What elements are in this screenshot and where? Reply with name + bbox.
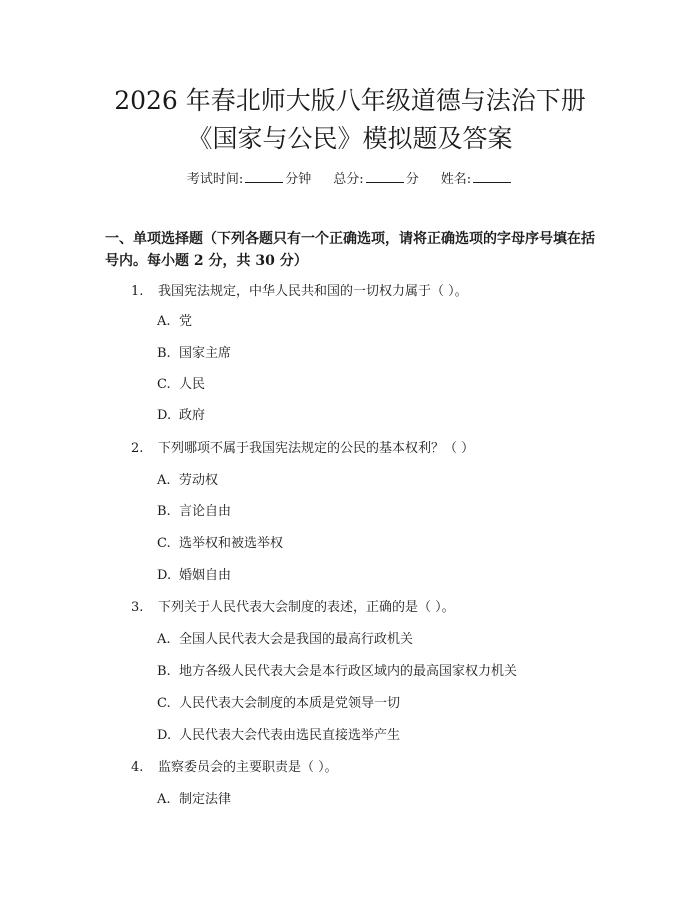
question-number: 1.: [131, 284, 144, 299]
score-blank: [366, 168, 404, 183]
name-label: 姓名:: [440, 172, 472, 187]
question-2-option-c: C. 选举权和被选举权: [157, 536, 284, 551]
question-3-option-a: A. 全国人民代表大会是我国的最高行政机关: [157, 632, 414, 647]
time-label: 考试时间:: [186, 172, 244, 187]
question-1: [131, 282, 468, 302]
question-3: [131, 598, 455, 618]
question-1-option-b: B. 国家主席: [157, 346, 232, 361]
question-number: 2.: [131, 441, 144, 456]
score-unit: 分: [405, 172, 419, 187]
question-text: 我国宪法规定，中华人民共和国的一切权力属于（ ）。: [158, 284, 468, 299]
question-4-option-a: A. 制定法律: [157, 792, 232, 807]
question-1-option-c: C. 人民: [157, 377, 206, 392]
question-3-option-b: B. 地方各级人民代表大会是本行政区域内的最高国家权力机关: [157, 664, 518, 679]
section-heading: 一、单项选择题（下列各题只有一个正确选项，请将正确选项的字母序号填在括号内。每小题 2 分，共 30 分）: [105, 231, 595, 269]
time-unit: 分钟: [285, 172, 312, 187]
question-1-option-a: A. 党: [157, 314, 193, 329]
question-2-option-d: D. 婚姻自由: [157, 568, 232, 583]
question-text: 下列哪项不属于我国宪法规定的公民的基本权利？（ ）: [158, 441, 475, 456]
document-title-line-2: 《国家与公民》模拟题及答案: [187, 124, 513, 153]
document-title-line-1: 2026 年春北师大版八年级道德与法治下册: [114, 86, 586, 115]
question-4: [131, 758, 338, 778]
question-2: [131, 439, 474, 459]
question-1-option-d: D. 政府: [157, 408, 206, 423]
time-blank: [245, 168, 283, 183]
question-2-option-b: B. 言论自由: [157, 504, 232, 519]
exam-meta-line: [0, 168, 700, 190]
score-label: 总分:: [333, 172, 364, 187]
question-2-option-a: A. 劳动权: [157, 473, 219, 488]
question-3-option-d: D. 人民代表大会代表由选民直接选举产生: [157, 728, 401, 743]
question-number: 3.: [131, 600, 144, 615]
question-text: 下列关于人民代表大会制度的表述，正确的是（ ）。: [158, 600, 455, 615]
question-text: 监察委员会的主要职责是（ ）。: [158, 760, 338, 775]
name-blank: [473, 168, 511, 183]
question-3-option-c: C. 人民代表大会制度的本质是党领导一切: [157, 696, 401, 711]
question-number: 4.: [131, 760, 144, 775]
